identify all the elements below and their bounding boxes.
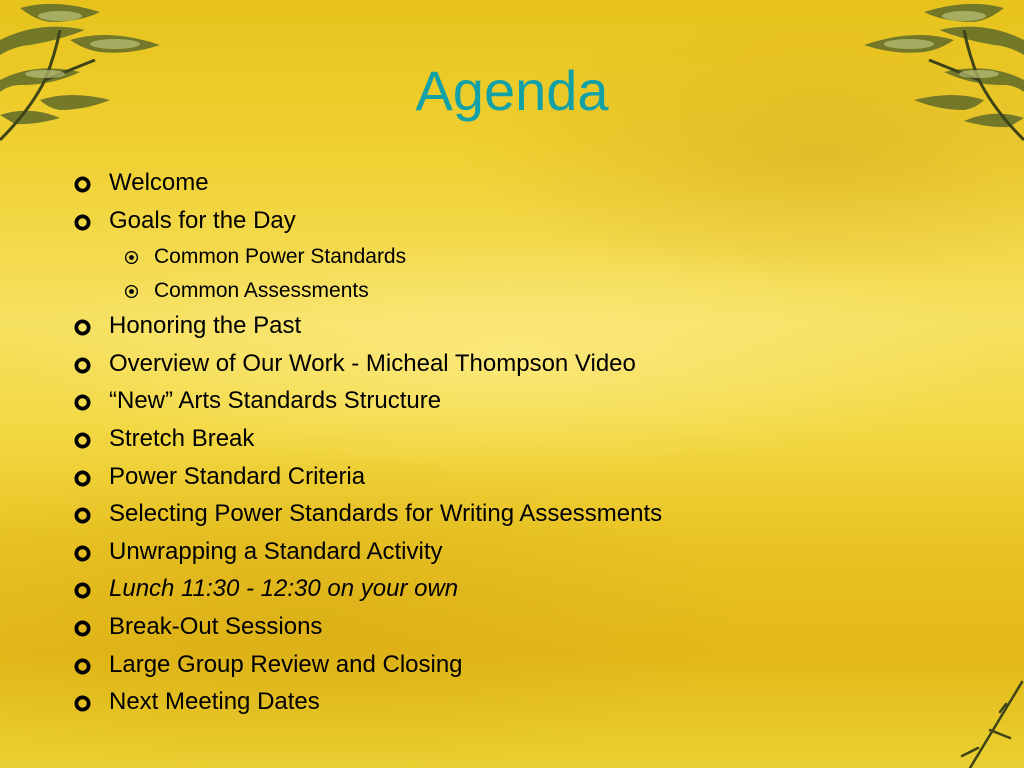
agenda-item xyxy=(70,166,970,204)
bullet-dot-circle-icon xyxy=(124,284,139,299)
agenda-item-text: Overview of Our Work - Micheal Thompson Video xyxy=(109,349,636,377)
agenda-item xyxy=(70,572,970,610)
bullet-circle-icon xyxy=(74,582,91,599)
agenda-item-text: Large Group Review and Closing xyxy=(109,650,463,678)
agenda-item-text: Lunch 11:30 - 12:30 on your own xyxy=(109,575,459,603)
agenda-list xyxy=(70,166,970,723)
agenda-item xyxy=(70,610,970,648)
agenda-item-text: “New” Arts Standards Structure xyxy=(109,387,442,415)
bullet-circle-icon xyxy=(74,620,91,637)
agenda-item xyxy=(70,648,970,686)
bullet-circle-icon xyxy=(74,394,91,411)
agenda-item xyxy=(70,347,970,385)
agenda-item xyxy=(70,535,970,573)
bullet-circle-icon xyxy=(74,545,91,562)
agenda-item-text: Selecting Power Standards for Writing Assessments xyxy=(109,500,663,528)
bullet-dot-circle-icon xyxy=(124,250,139,265)
agenda-item xyxy=(70,497,970,535)
agenda-item xyxy=(70,685,970,723)
bullet-circle-icon xyxy=(74,507,91,524)
bullet-circle-icon xyxy=(74,214,91,231)
bullet-circle-icon xyxy=(74,695,91,712)
agenda-item-text: Stretch Break xyxy=(109,424,255,452)
agenda-subitem xyxy=(70,275,970,309)
agenda-item xyxy=(70,309,970,347)
agenda-item-text: Break-Out Sessions xyxy=(109,612,323,640)
bullet-circle-icon xyxy=(74,432,91,449)
bullet-circle-icon xyxy=(74,470,91,487)
bullet-circle-icon xyxy=(74,658,91,675)
agenda-subitem xyxy=(70,241,970,275)
bullet-circle-icon xyxy=(74,357,91,374)
agenda-item xyxy=(70,460,970,498)
agenda-item-text: Goals for the Day xyxy=(109,206,296,234)
agenda-item xyxy=(70,204,970,242)
slide-title: Agenda xyxy=(415,59,609,122)
agenda-item-text: Unwrapping a Standard Activity xyxy=(109,537,443,565)
agenda-item-text: Honoring the Past xyxy=(109,312,302,340)
agenda-subitem-text: Common Power Standards xyxy=(154,245,407,269)
agenda-item xyxy=(70,384,970,422)
bullet-circle-icon xyxy=(74,176,91,193)
agenda-subitem-text: Common Assessments xyxy=(154,279,369,303)
agenda-item xyxy=(70,422,970,460)
agenda-item-text: Next Meeting Dates xyxy=(109,688,320,716)
bullet-circle-icon xyxy=(74,319,91,336)
agenda-item-text: Power Standard Criteria xyxy=(109,462,366,490)
agenda-item-text: Welcome xyxy=(109,169,209,196)
